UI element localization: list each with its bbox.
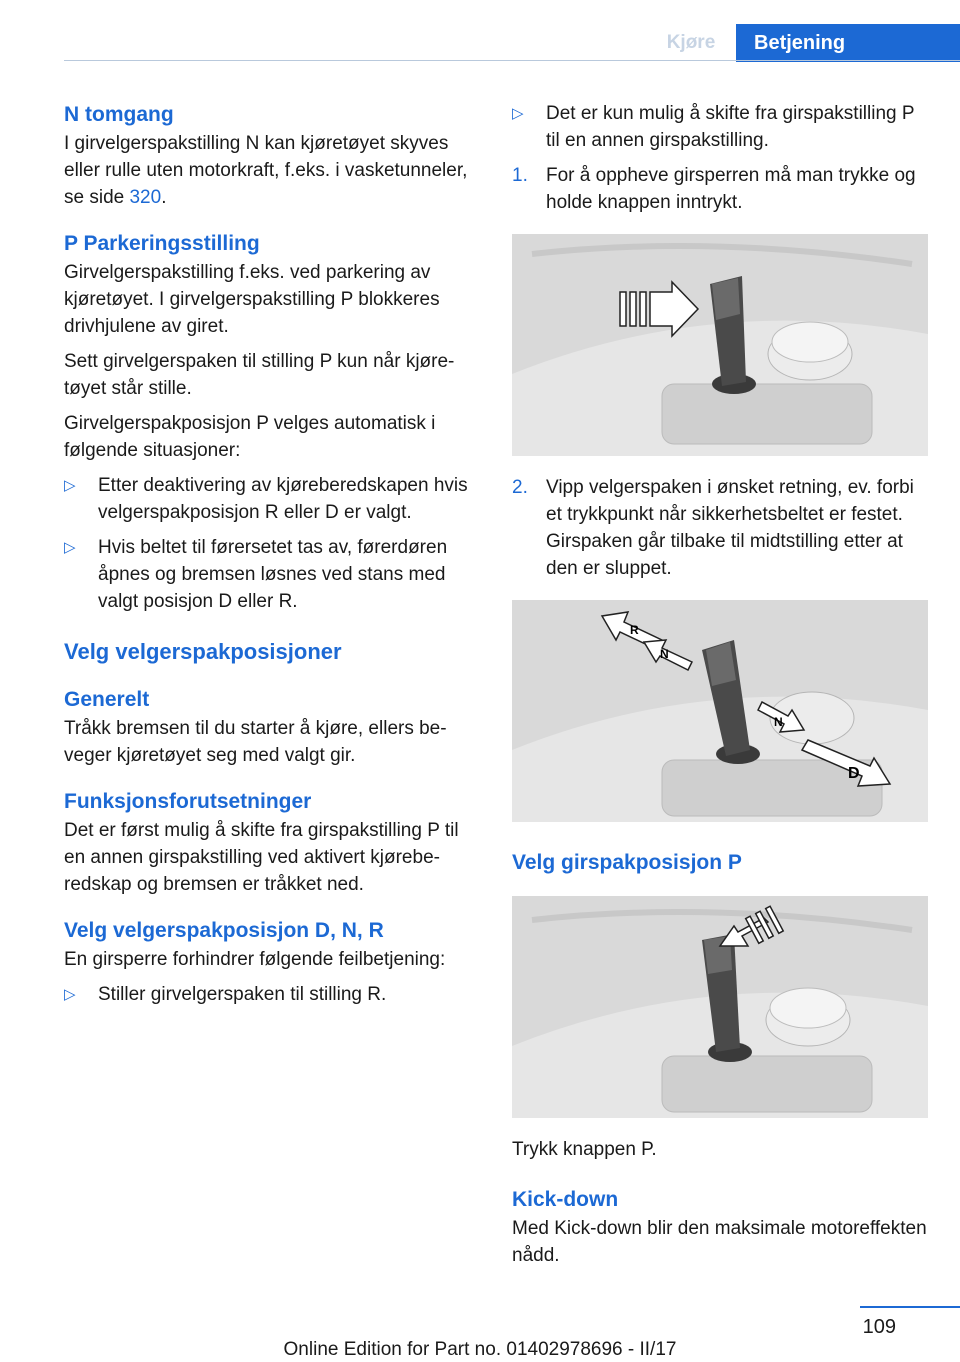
paragraph-n-tomgang <box>64 130 480 211</box>
page-number: 109 <box>862 1316 896 1338</box>
gear-lever-park-illustration <box>512 896 928 1118</box>
heading-kick-down: Kick-down <box>512 1188 619 1211</box>
page-link-320[interactable]: 320 <box>129 187 162 208</box>
gear-lever-illustration <box>512 234 928 456</box>
heading-velg-girspakposisjon-p: Velg girspakposisjon P <box>512 851 742 874</box>
step-text: For å oppheve girsperren må man trykke og holde knappen inntrykt. <box>546 165 916 213</box>
right-column <box>512 100 928 1269</box>
triangle-bullet-icon: ▷ <box>512 105 524 122</box>
header-rule <box>64 60 960 61</box>
gear-lever-directions-figure <box>512 600 928 822</box>
step-2 <box>512 474 928 582</box>
gear-label-d: D <box>848 765 860 782</box>
tab-betjening[interactable]: Betjening <box>736 24 960 62</box>
gear-label-n-bottom: N <box>774 715 783 729</box>
gear-lever-unlock-figure <box>512 234 928 456</box>
step-number: 2. <box>512 477 528 498</box>
step-1 <box>512 162 928 216</box>
paragraph-text: I girvelgerspakstilling N kan kjøretøyet skyves eller rulle uten motorkraft, f.eks. i vasketunneler, se side <box>64 133 468 208</box>
list-item <box>64 981 480 1008</box>
gear-label-n-top: N <box>660 647 669 661</box>
gear-lever-park-figure <box>512 896 928 1118</box>
footer-edition: Online Edition for Part no. 01402978696 - II/17 <box>283 1339 677 1360</box>
list-item-text: Stiller girvelgerspaken til stilling R. <box>98 984 387 1005</box>
paragraph-dnr: En girsperre forhindrer følgende feilbetjening: <box>64 949 446 970</box>
footer-rule <box>860 1306 960 1308</box>
heading-p-parkering: P Parkeringsstilling <box>64 232 260 255</box>
list-item <box>512 100 928 154</box>
list-item-text: Det er kun mulig å skifte fra girspakstilling P til en annen girspakstilling. <box>546 103 915 151</box>
paragraph-p-3: Girvelgerspakposisjon P velges automatisk i følgende situasjoner: <box>64 413 436 461</box>
triangle-bullet-icon: ▷ <box>64 477 76 494</box>
list-item <box>64 472 480 526</box>
paragraph-p-2: Sett girvelgerspaken til stilling P kun når kjøretøyet står stille. <box>64 351 455 399</box>
step-text: Vipp velgerspaken i ønsket retning, ev. forbi et trykkpunkt når sikkerhetsbeltet er festet. Girspaken går tilbake til midtstilling etter at den er sluppet. <box>546 477 914 579</box>
tab-kjore[interactable]: Kjøre <box>666 32 716 53</box>
page-header <box>0 0 960 62</box>
heading-n-tomgang: N tomgang <box>64 103 174 126</box>
list-item-text: Hvis beltet til førersetet tas av, førerdøren åpnes og bremsen løsnes ved stans med valgt posisjon D eller R. <box>98 537 448 612</box>
heading-funksjonsforutsetninger: Funksjonsforutsetninger <box>64 790 312 813</box>
gear-lever-directions-illustration <box>512 600 928 822</box>
paragraph-trykk-p: Trykk knappen P. <box>512 1139 657 1160</box>
heading-generelt: Generelt <box>64 688 150 711</box>
left-column <box>64 100 480 1008</box>
paragraph-text-end: . <box>161 187 167 208</box>
triangle-bullet-icon: ▷ <box>64 986 76 1003</box>
paragraph-generelt: Tråkk bremsen til du starter å kjøre, ellers beveger kjøretøyet seg med valgt gir. <box>64 718 447 766</box>
paragraph-p-1: Girvelgerspakstilling f.eks. ved parkering av kjøretøyet. I girvelgerspakstilling P blokkeres drivhjulene av giret. <box>64 262 440 337</box>
triangle-bullet-icon: ▷ <box>64 539 76 556</box>
step-number: 1. <box>512 165 528 186</box>
heading-velg-velgerspakposisjoner: Velg velgerspakposisjoner <box>64 639 342 664</box>
heading-velg-dnr: Velg velgerspakposisjon D, N, R <box>64 919 384 942</box>
paragraph-funksjonsforutsetninger: Det er først mulig å skifte fra girspakstilling P til en annen girspakstilling ved aktivert kjøreberedskap og bremsen er tråkket ned. <box>64 820 459 895</box>
paragraph-kick-down: Med Kick-down blir den maksimale motoreffekten nådd. <box>512 1218 927 1266</box>
list-item <box>64 534 480 615</box>
list-item-text: Etter deaktivering av kjøreberedskapen hvis velgerspakposisjon R eller D er valgt. <box>98 475 468 523</box>
gear-label-r: R <box>630 623 639 637</box>
